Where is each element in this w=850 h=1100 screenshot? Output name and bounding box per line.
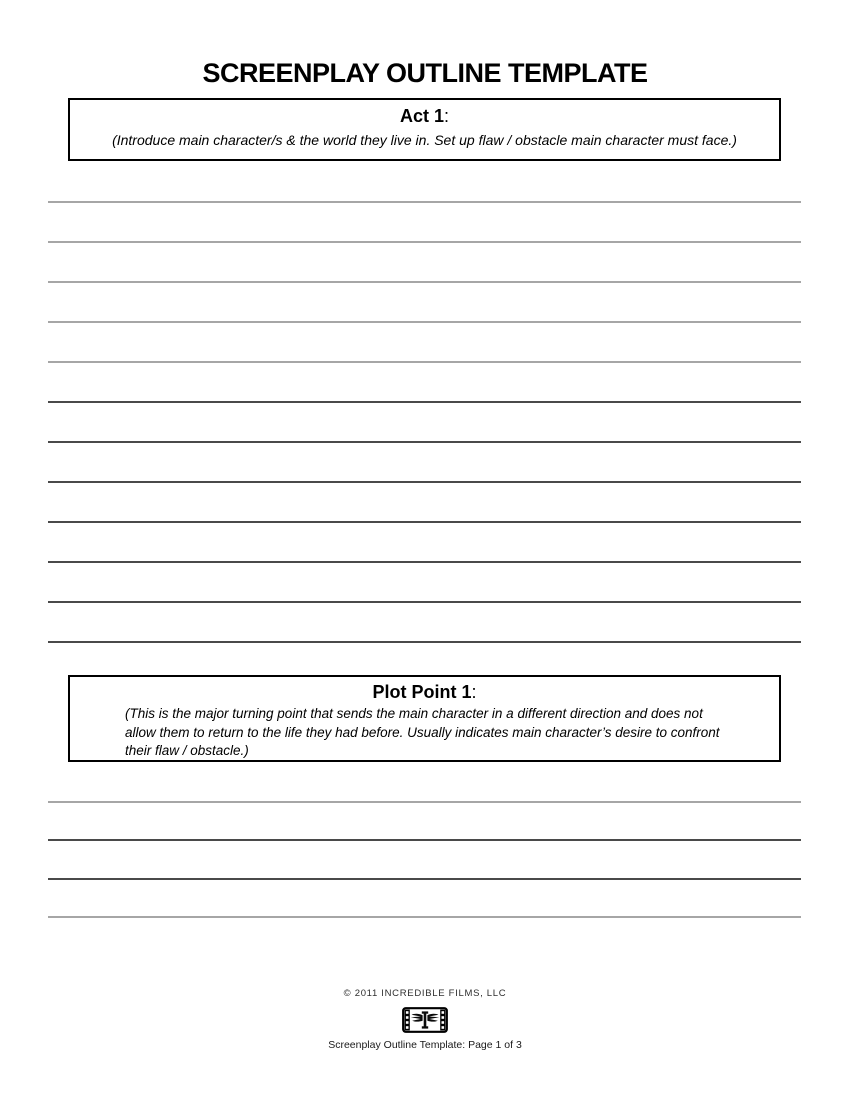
act-1-description: (Introduce main character/s & the world they live in. Set up flaw / obstacle main character must face.) bbox=[112, 132, 737, 148]
ruled-line bbox=[48, 561, 801, 563]
winged-filmstrip-logo-icon bbox=[402, 1007, 448, 1033]
plot-point-1-box bbox=[68, 675, 781, 762]
ruled-line bbox=[48, 401, 801, 403]
ruled-line bbox=[48, 361, 801, 363]
copyright-text: © 2011 INCREDIBLE FILMS, LLC bbox=[343, 988, 507, 999]
act-1-heading bbox=[70, 106, 779, 126]
ruled-line bbox=[48, 481, 801, 483]
ruled-line bbox=[48, 916, 801, 918]
act-1-heading-text: Act 1 bbox=[399, 106, 444, 126]
act-1-heading-colon: : bbox=[444, 106, 450, 126]
ruled-line bbox=[48, 201, 801, 203]
plot-point-1-heading-text: Plot Point 1 bbox=[372, 682, 472, 702]
plot-point-1-description bbox=[125, 705, 745, 761]
plot-point-1-heading bbox=[70, 682, 779, 702]
ruled-line bbox=[48, 601, 801, 603]
plot-point-1-description-line: their flaw / obstacle.) bbox=[125, 743, 249, 758]
ruled-line bbox=[48, 321, 801, 323]
ruled-line bbox=[48, 521, 801, 523]
act-1-box bbox=[68, 98, 781, 161]
page-title: SCREENPLAY OUTLINE TEMPLATE bbox=[202, 58, 648, 88]
ruled-line bbox=[48, 641, 801, 643]
footer-logo bbox=[0, 1007, 850, 1033]
ruled-line bbox=[48, 878, 801, 880]
page-number-label: Screenplay Outline Template: Page 1 of 3 bbox=[328, 1039, 522, 1051]
ruled-line bbox=[48, 441, 801, 443]
ruled-line bbox=[48, 839, 801, 841]
ruled-line bbox=[48, 281, 801, 283]
plot-point-1-description-line: allow them to return to the life they had before. Usually indicates main character’s desire to confront bbox=[125, 724, 720, 740]
ruled-line bbox=[48, 801, 801, 803]
plot-point-1-description-line: (This is the major turning point that sends the main character in a different direction and does not bbox=[125, 706, 703, 721]
ruled-line bbox=[48, 241, 801, 243]
plot-point-1-heading-colon: : bbox=[471, 682, 477, 702]
